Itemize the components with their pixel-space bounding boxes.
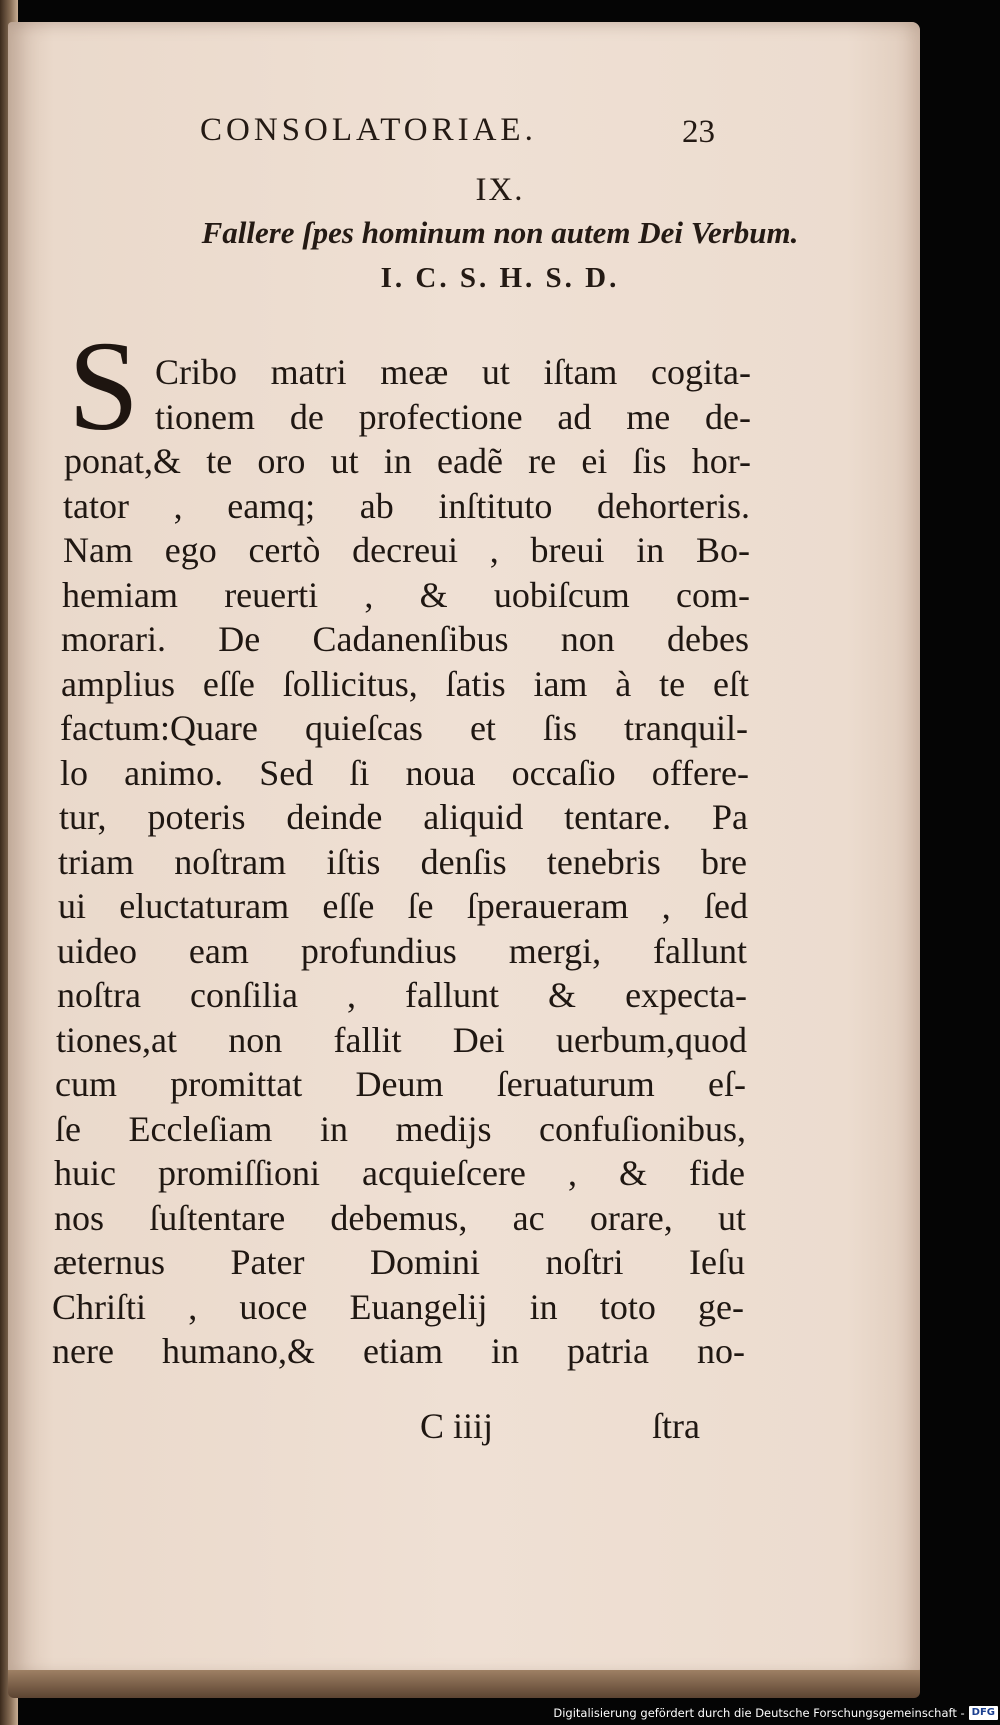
- text-line: nos ſuſtentare debemus, ac orare, ut: [54, 1198, 746, 1238]
- text-line: ſe Eccleſiam in medijs confuſionibus,: [55, 1109, 746, 1149]
- text-line: Cribo matri meæ ut iſtam cogita-: [155, 352, 751, 392]
- footer-catchwords: [420, 1405, 700, 1451]
- catchword: ſtra: [652, 1406, 700, 1446]
- credit-text: Digitalisierung gefördert durch die Deutsche Forschungsgemeinschaft -: [553, 1706, 965, 1720]
- text-line: cum promittat Deum ſeruaturum eſ-: [55, 1064, 746, 1104]
- text-line: morari. De Cadanenſibus non debes: [61, 619, 749, 659]
- signature-mark: C iiij: [420, 1406, 494, 1446]
- text-line: tionem de profectione ad me de-: [155, 397, 751, 437]
- text-line: triam noſtram iſtis denſis tenebris bre: [58, 842, 747, 882]
- text-line: Chriſti , uoce Euangelij in toto ge-: [52, 1287, 744, 1327]
- letter-motto: Fallere ſpes hominum non autem Dei Verbum.: [201, 215, 799, 250]
- text-line: uideo eam profundius mergi, fallunt: [57, 931, 747, 971]
- letter-salutation: I. C. S. H. S. D.: [380, 262, 620, 294]
- text-line: æternus Pater Domini noſtri Ieſu: [53, 1242, 745, 1282]
- text-line: lo animo. Sed ſi noua occaſio offere-: [60, 753, 749, 793]
- text-line: amplius eſſe ſollicitus, ſatis iam à te eſt: [61, 664, 749, 704]
- text-line: nere humano,& etiam in patria no-: [52, 1331, 745, 1371]
- page-bottom-edge: [8, 1670, 920, 1698]
- text-line: ui eluctaturam eſſe ſe ſperaueram , ſed: [58, 886, 748, 926]
- text-line: tiones,at non fallit Dei uerbum,quod: [56, 1020, 747, 1060]
- text-line: hemiam reuerti , & uobiſcum com-: [62, 575, 750, 615]
- page-number: 23: [682, 114, 715, 150]
- digitization-credit: [553, 1704, 998, 1722]
- text-line: ponat,& te oro ut in eadẽ re ei ſis hor-: [64, 441, 751, 481]
- text-line: huic promiſſioni acquieſcere , & fide: [54, 1153, 745, 1193]
- letter-number: IX.: [475, 172, 525, 208]
- text-line: Nam ego certò decreui , breui in Bo-: [63, 530, 750, 570]
- drop-cap: S: [68, 315, 140, 457]
- text-line: factum:Quare quieſcas et ſis tranquil-: [60, 708, 748, 748]
- running-head: CONSOLATORIAE.: [200, 112, 537, 148]
- text-line: tator , eamq; ab inſtituto dehorteris.: [63, 486, 750, 526]
- dfg-logo: DFG: [969, 1706, 998, 1720]
- letter-body: [0, 350, 1000, 1420]
- text-line: noſtra conſilia , fallunt & expecta-: [57, 975, 747, 1015]
- text-line: tur, poteris deinde aliquid tentare. Pa: [59, 797, 748, 837]
